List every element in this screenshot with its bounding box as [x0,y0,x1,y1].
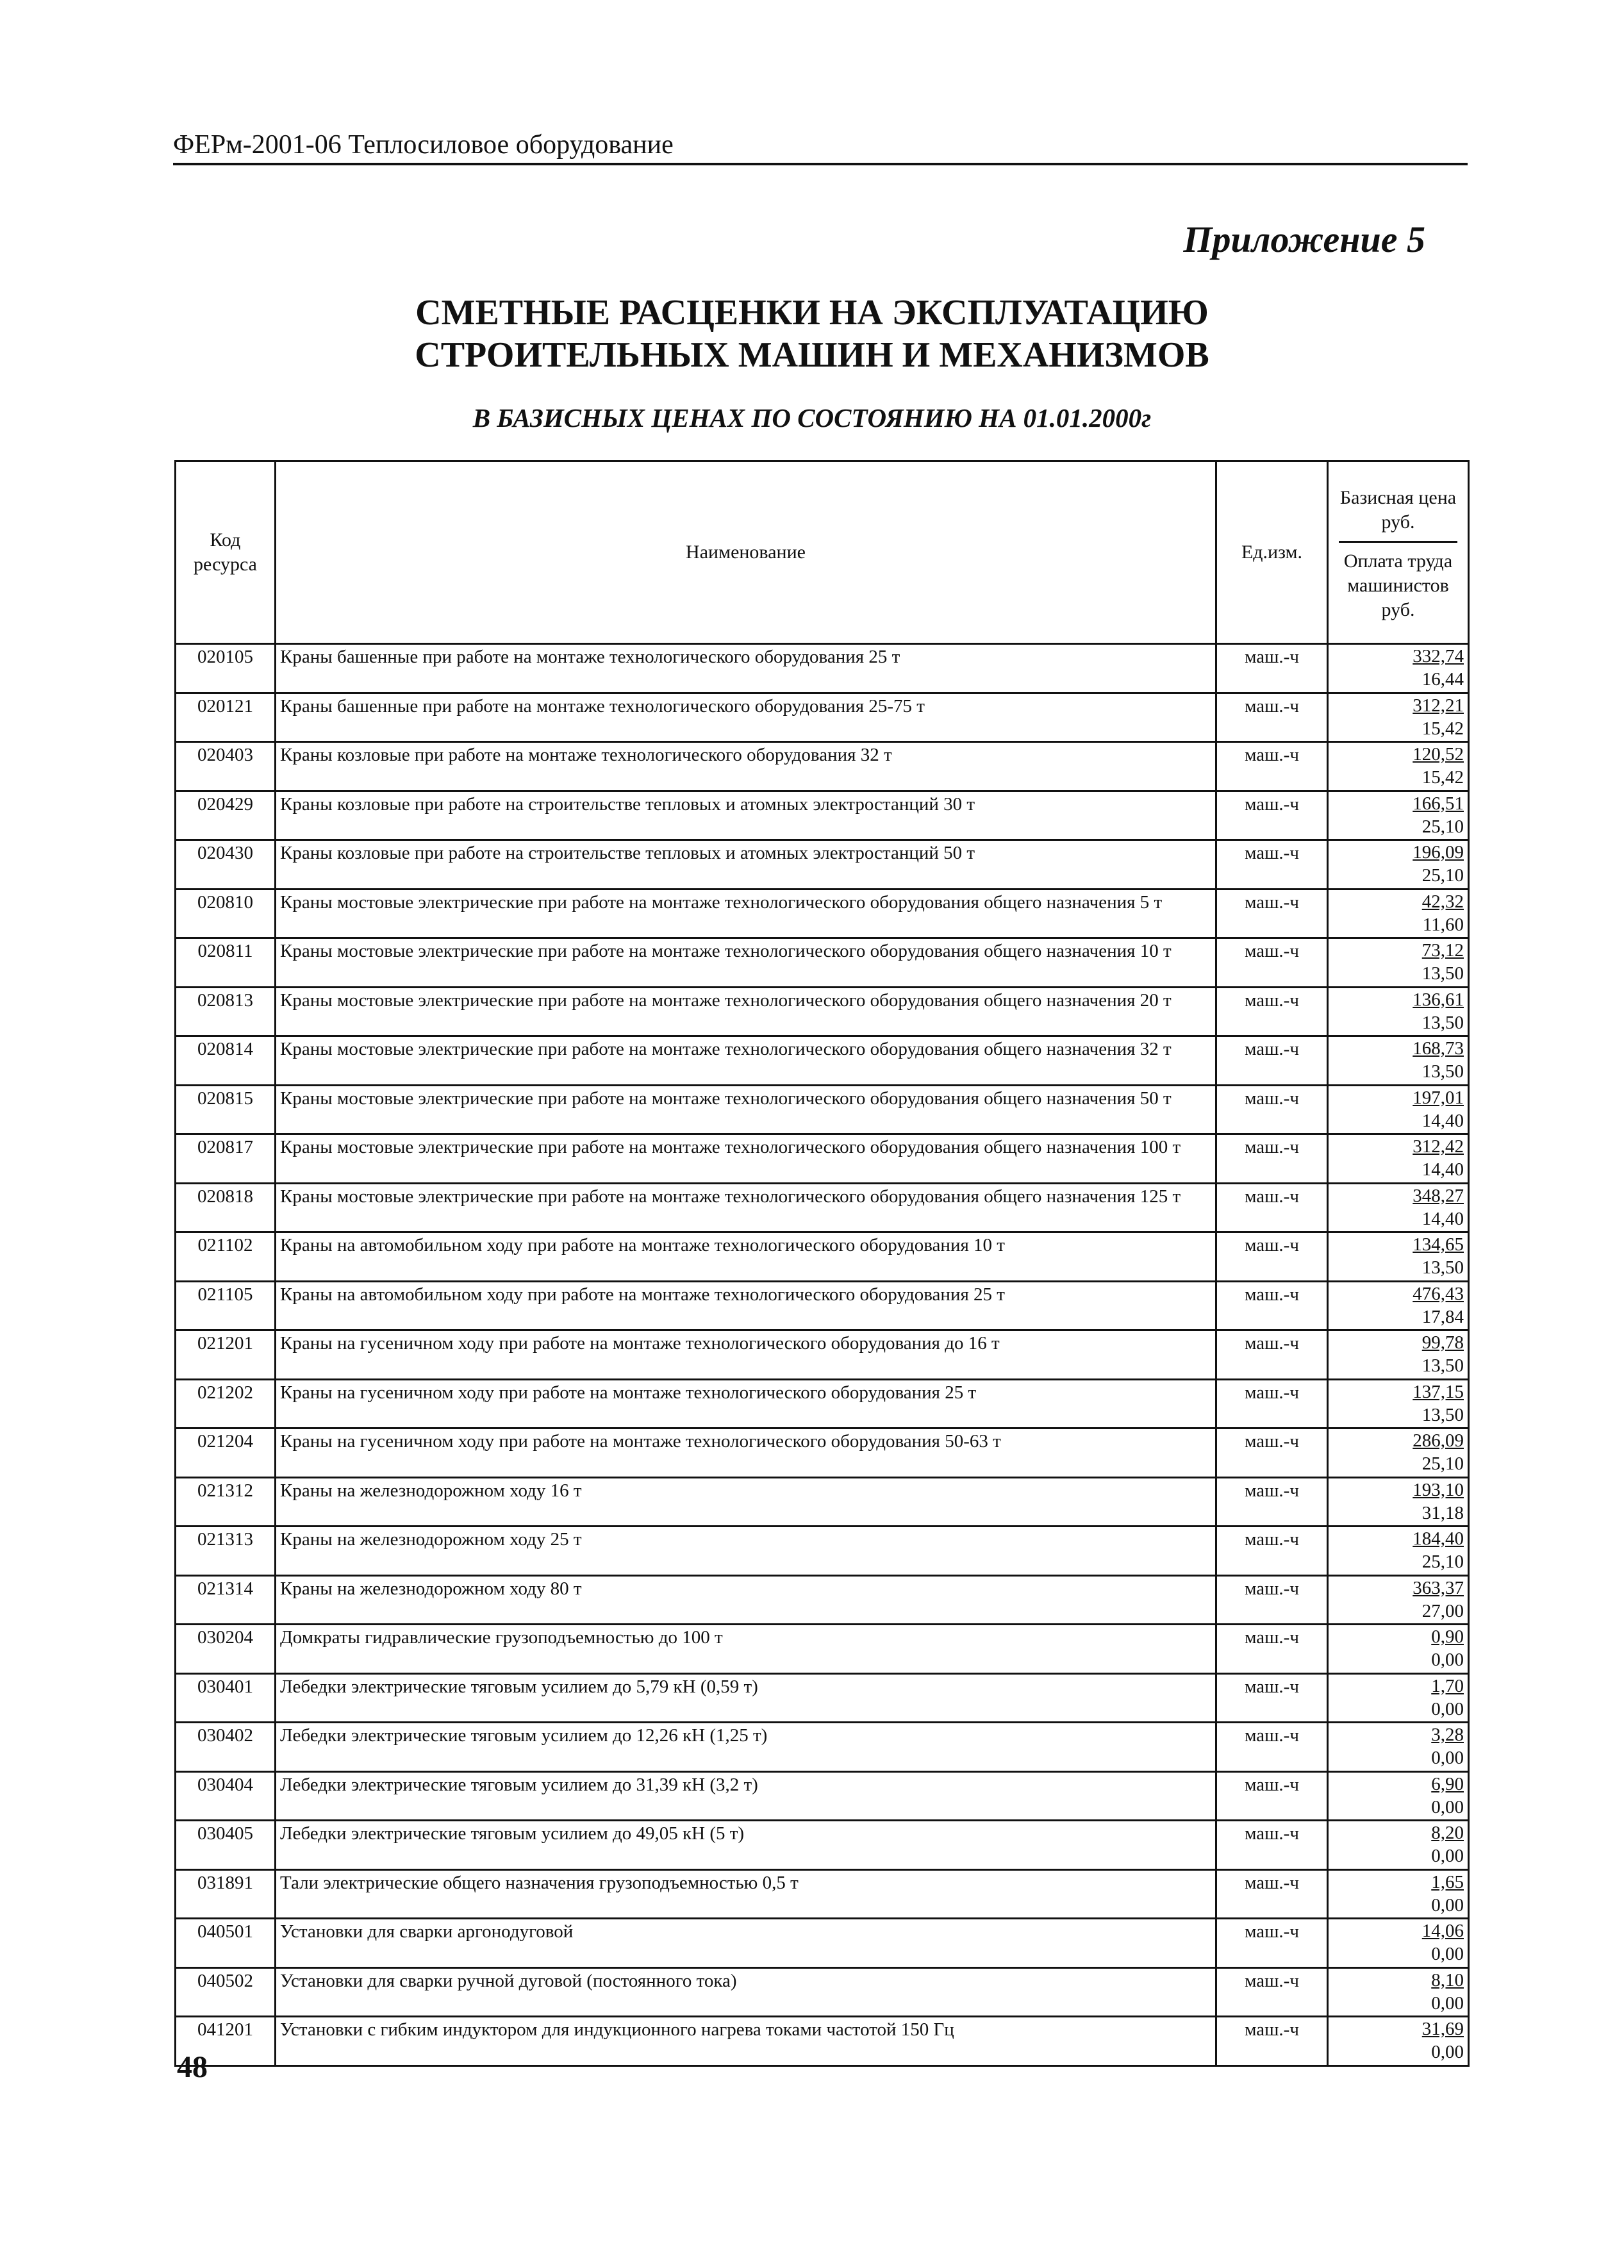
table-header-row [176,461,1469,644]
row-base-price: 31,69 [1421,2019,1464,2039]
row-unit: маш.-ч [1216,1771,1328,1821]
row-code: 021102 [176,1232,276,1282]
row-name: Краны на железнодорожном ходу 25 т [276,1527,1216,1576]
row-name: Краны мостовые электрические при работе на монтаже технологического оборудования общего назначения 10 т [276,938,1216,988]
row-name: Краны на гусеничном ходу при работе на монтаже технологического оборудования до 16 т [276,1330,1216,1380]
row-base-price: 1,70 [1431,1675,1464,1696]
row-price-cell [1328,840,1469,890]
row-operator-wage: 14,40 [1421,1110,1464,1131]
row-operator-wage: 15,42 [1421,767,1464,788]
row-operator-wage: 0,00 [1431,1650,1464,1670]
row-price-cell [1328,1428,1469,1478]
row-code: 020429 [176,791,276,840]
row-name: Тали электрические общего назначения грузоподъемностью 0,5 т [276,1869,1216,1919]
row-price-cell [1328,1183,1469,1232]
row-operator-wage: 0,00 [1431,1698,1464,1719]
row-name: Установки для сварки аргонодуговой [276,1919,1216,1968]
row-operator-wage: 25,10 [1421,1453,1464,1474]
row-name: Краны на гусеничном ходу при работе на монтаже технологического оборудования 50-63 т [276,1428,1216,1478]
row-name: Краны на автомобильном ходу при работе на монтаже технологического оборудования 10 т [276,1232,1216,1282]
row-code: 021314 [176,1575,276,1625]
row-code: 021202 [176,1379,276,1428]
row-base-price: 8,10 [1431,1969,1464,1991]
title-line-1: СМЕТНЫЕ РАСЦЕНКИ НА ЭКСПЛУАТАЦИЮ [415,293,1209,333]
header-price [1328,461,1469,644]
row-unit: маш.-ч [1216,1379,1328,1428]
row-price-cell [1328,2017,1469,2066]
row-name: Краны мостовые электрические при работе на монтаже технологического оборудования общего назначения 32 т [276,1036,1216,1086]
row-price-cell [1328,938,1469,988]
table-row [176,987,1469,1036]
row-unit: маш.-ч [1216,1869,1328,1919]
row-price-cell [1328,742,1469,791]
row-code: 030404 [176,1771,276,1821]
row-name: Краны козловые при работе на монтаже технологического оборудования 32 т [276,742,1216,791]
header-unit: Ед.изм. [1216,461,1328,644]
row-price-cell [1328,1085,1469,1134]
row-base-price: 0,90 [1431,1627,1464,1647]
row-operator-wage: 0,00 [1431,1894,1464,1916]
table-row [176,1527,1469,1576]
row-code: 041201 [176,2017,276,2066]
row-unit: маш.-ч [1216,938,1328,988]
row-operator-wage: 0,00 [1431,1846,1464,1866]
row-code: 021312 [176,1477,276,1527]
row-price-cell [1328,791,1469,840]
row-code: 030204 [176,1625,276,1674]
row-base-price: 136,61 [1413,989,1464,1010]
table-row [176,1281,1469,1330]
row-base-price: 312,21 [1413,695,1464,716]
row-unit: маш.-ч [1216,1232,1328,1282]
row-unit: маш.-ч [1216,1428,1328,1478]
row-base-price: 193,10 [1413,1479,1464,1500]
row-price-cell [1328,644,1469,693]
appendix-label: Приложение 5 [1183,219,1425,260]
row-name: Краны козловые при работе на строительстве тепловых и атомных электростанций 50 т [276,840,1216,890]
row-name: Краны мостовые электрические при работе на монтаже технологического оборудования общего назначения 100 т [276,1134,1216,1184]
row-name: Краны на железнодорожном ходу 80 т [276,1575,1216,1625]
row-operator-wage: 13,50 [1421,1257,1464,1278]
row-price-cell [1328,1281,1469,1330]
table-row [176,1771,1469,1821]
running-title: ФЕРм-2001-06 Теплосиловое оборудование [173,128,1468,165]
row-unit: маш.-ч [1216,1134,1328,1184]
table-row [176,1477,1469,1527]
row-unit: маш.-ч [1216,1575,1328,1625]
header-name: Наименование [276,461,1216,644]
row-price-cell [1328,987,1469,1036]
table-row [176,1869,1469,1919]
row-code: 040502 [176,1967,276,2017]
row-name: Краны мостовые электрические при работе на монтаже технологического оборудования общего назначения 125 т [276,1183,1216,1232]
row-unit: маш.-ч [1216,1477,1328,1527]
row-unit: маш.-ч [1216,889,1328,938]
row-unit: маш.-ч [1216,742,1328,791]
row-unit: маш.-ч [1216,1085,1328,1134]
row-code: 020105 [176,644,276,693]
row-code: 020814 [176,1036,276,1086]
row-operator-wage: 13,50 [1421,1355,1464,1376]
row-base-price: 1,65 [1431,1871,1464,1892]
table-row [176,1085,1469,1134]
page-subtitle: В БАЗИСНЫХ ЦЕНАХ ПО СОСТОЯНИЮ НА 01.01.2000г [472,403,1152,433]
row-base-price: 476,43 [1413,1283,1464,1304]
row-operator-wage: 13,50 [1421,1012,1464,1033]
row-unit: маш.-ч [1216,840,1328,890]
row-operator-wage: 13,50 [1421,1404,1464,1425]
row-name: Краны башенные при работе на монтаже технологического оборудования 25 т [276,644,1216,693]
row-base-price: 312,42 [1413,1136,1464,1157]
row-unit: маш.-ч [1216,1625,1328,1674]
row-operator-wage: 13,50 [1421,1061,1464,1082]
row-price-cell [1328,1821,1469,1870]
table-row [176,1723,1469,1772]
row-unit: маш.-ч [1216,644,1328,693]
row-price-cell [1328,1527,1469,1576]
row-name: Лебедки электрические тяговым усилием до 12,26 кН (1,25 т) [276,1723,1216,1772]
row-price-cell [1328,1379,1469,1428]
row-unit: маш.-ч [1216,2017,1328,2066]
row-unit: маш.-ч [1216,1821,1328,1870]
row-code: 020403 [176,742,276,791]
row-name: Краны на железнодорожном ходу 16 т [276,1477,1216,1527]
row-unit: маш.-ч [1216,1919,1328,1968]
row-code: 021313 [176,1527,276,1576]
row-name: Краны козловые при работе на строительстве тепловых и атомных электростанций 30 т [276,791,1216,840]
row-price-cell [1328,1919,1469,1968]
row-operator-wage: 0,00 [1431,2042,1464,2062]
row-price-cell [1328,1625,1469,1674]
rates-table [174,460,1470,2067]
row-base-price: 42,32 [1421,891,1464,912]
row-name: Краны мостовые электрические при работе на монтаже технологического оборудования общего назначения 20 т [276,987,1216,1036]
table-body [176,644,1469,2066]
row-code: 031891 [176,1869,276,1919]
row-operator-wage: 14,40 [1421,1159,1464,1180]
row-base-price: 184,40 [1413,1528,1464,1549]
header-price-wage: Оплата труда машинистов руб. [1343,550,1453,620]
row-code: 020811 [176,938,276,988]
row-unit: маш.-ч [1216,1527,1328,1576]
table-row [176,791,1469,840]
row-price-cell [1328,1134,1469,1184]
row-name: Краны башенные при работе на монтаже технологического оборудования 25-75 т [276,693,1216,742]
row-name: Краны на автомобильном ходу при работе на монтаже технологического оборудования 25 т [276,1281,1216,1330]
row-code: 040501 [176,1919,276,1968]
row-code: 020815 [176,1085,276,1134]
table-row [176,1673,1469,1723]
row-operator-wage: 25,10 [1421,1552,1464,1572]
table-row [176,742,1469,791]
row-price-cell [1328,1967,1469,2017]
row-operator-wage: 0,00 [1431,1944,1464,1964]
row-base-price: 99,78 [1421,1332,1464,1353]
row-name: Лебедки электрические тяговым усилием до 49,05 кН (5 т) [276,1821,1216,1870]
table-row [176,1330,1469,1380]
page-title [0,292,1624,376]
row-name: Домкраты гидравлические грузоподъемностью до 100 т [276,1625,1216,1674]
row-base-price: 166,51 [1413,793,1464,814]
table-row [176,644,1469,693]
row-code: 021105 [176,1281,276,1330]
row-base-price: 168,73 [1413,1038,1464,1059]
row-base-price: 286,09 [1413,1430,1464,1451]
row-operator-wage: 25,10 [1421,865,1464,886]
row-operator-wage: 13,50 [1421,963,1464,984]
row-name: Краны мостовые электрические при работе на монтаже технологического оборудования общего назначения 50 т [276,1085,1216,1134]
page-number: 48 [177,2050,208,2084]
table-row [176,938,1469,988]
row-base-price: 332,74 [1413,646,1464,666]
row-operator-wage: 31,18 [1421,1502,1464,1523]
row-name: Установки для сварки ручной дуговой (постоянного тока) [276,1967,1216,2017]
table-row [176,889,1469,938]
row-code: 020121 [176,693,276,742]
row-operator-wage: 25,10 [1421,816,1464,837]
title-line-2: СТРОИТЕЛЬНЫХ МАШИН И МЕХАНИЗМОВ [415,335,1209,375]
row-price-cell [1328,1673,1469,1723]
header-price-base: Базисная цена руб. [1339,486,1457,533]
row-operator-wage: 0,00 [1431,1992,1464,2014]
row-code: 030402 [176,1723,276,1772]
row-code: 020810 [176,889,276,938]
row-operator-wage: 27,00 [1421,1600,1464,1621]
row-price-cell [1328,693,1469,742]
table-row [176,1232,1469,1282]
row-base-price: 134,65 [1413,1234,1464,1255]
row-price-cell [1328,1477,1469,1527]
table-row [176,840,1469,890]
row-price-cell [1328,1771,1469,1821]
row-operator-wage: 0,00 [1431,1796,1464,1817]
row-code: 021201 [176,1330,276,1380]
row-price-cell [1328,889,1469,938]
row-operator-wage: 15,42 [1421,718,1464,739]
row-name: Краны мостовые электрические при работе на монтаже технологического оборудования общего назначения 5 т [276,889,1216,938]
row-base-price: 73,12 [1421,940,1464,961]
table-row [176,1379,1469,1428]
row-name: Лебедки электрические тяговым усилием до 5,79 кН (0,59 т) [276,1673,1216,1723]
table-row [176,1821,1469,1870]
row-unit: маш.-ч [1216,987,1328,1036]
table-row [176,2017,1469,2066]
row-operator-wage: 16,44 [1421,669,1464,690]
row-code: 030405 [176,1821,276,1870]
row-unit: маш.-ч [1216,1036,1328,1086]
row-base-price: 3,28 [1431,1725,1464,1745]
row-base-price: 8,20 [1431,1823,1464,1843]
header-code: Код ресурса [176,461,276,644]
row-code: 030401 [176,1673,276,1723]
row-base-price: 363,37 [1413,1577,1464,1598]
row-code: 020430 [176,840,276,890]
table-row [176,1183,1469,1232]
table-row [176,1575,1469,1625]
row-price-cell [1328,1036,1469,1086]
row-code: 020817 [176,1134,276,1184]
row-unit: маш.-ч [1216,1723,1328,1772]
row-unit: маш.-ч [1216,1281,1328,1330]
row-unit: маш.-ч [1216,1967,1328,2017]
row-base-price: 14,06 [1421,1921,1464,1941]
row-base-price: 197,01 [1413,1087,1464,1108]
row-name: Краны на гусеничном ходу при работе на монтаже технологического оборудования 25 т [276,1379,1216,1428]
row-operator-wage: 14,40 [1421,1208,1464,1229]
row-operator-wage: 17,84 [1421,1306,1464,1327]
row-price-cell [1328,1575,1469,1625]
row-unit: маш.-ч [1216,1183,1328,1232]
table-row [176,1919,1469,1968]
table-row [176,1967,1469,2017]
row-operator-wage: 0,00 [1431,1748,1464,1768]
table-row [176,1428,1469,1478]
row-price-cell [1328,1232,1469,1282]
row-base-price: 6,90 [1431,1773,1464,1794]
table-row [176,1134,1469,1184]
row-code: 020818 [176,1183,276,1232]
row-base-price: 196,09 [1413,842,1464,863]
row-operator-wage: 11,60 [1422,914,1464,935]
row-price-cell [1328,1330,1469,1380]
row-name: Установки с гибким индуктором для индукционного нагрева токами частотой 150 Гц [276,2017,1216,2066]
row-code: 020813 [176,987,276,1036]
row-base-price: 348,27 [1413,1185,1464,1206]
table-row [176,693,1469,742]
row-code: 021204 [176,1428,276,1478]
row-unit: маш.-ч [1216,791,1328,840]
row-base-price: 120,52 [1413,744,1464,765]
table-row [176,1625,1469,1674]
row-name: Лебедки электрические тяговым усилием до 31,39 кН (3,2 т) [276,1771,1216,1821]
row-unit: маш.-ч [1216,693,1328,742]
row-price-cell [1328,1869,1469,1919]
table-row [176,1036,1469,1086]
row-base-price: 137,15 [1413,1381,1464,1402]
row-price-cell [1328,1723,1469,1772]
row-unit: маш.-ч [1216,1673,1328,1723]
row-unit: маш.-ч [1216,1330,1328,1380]
